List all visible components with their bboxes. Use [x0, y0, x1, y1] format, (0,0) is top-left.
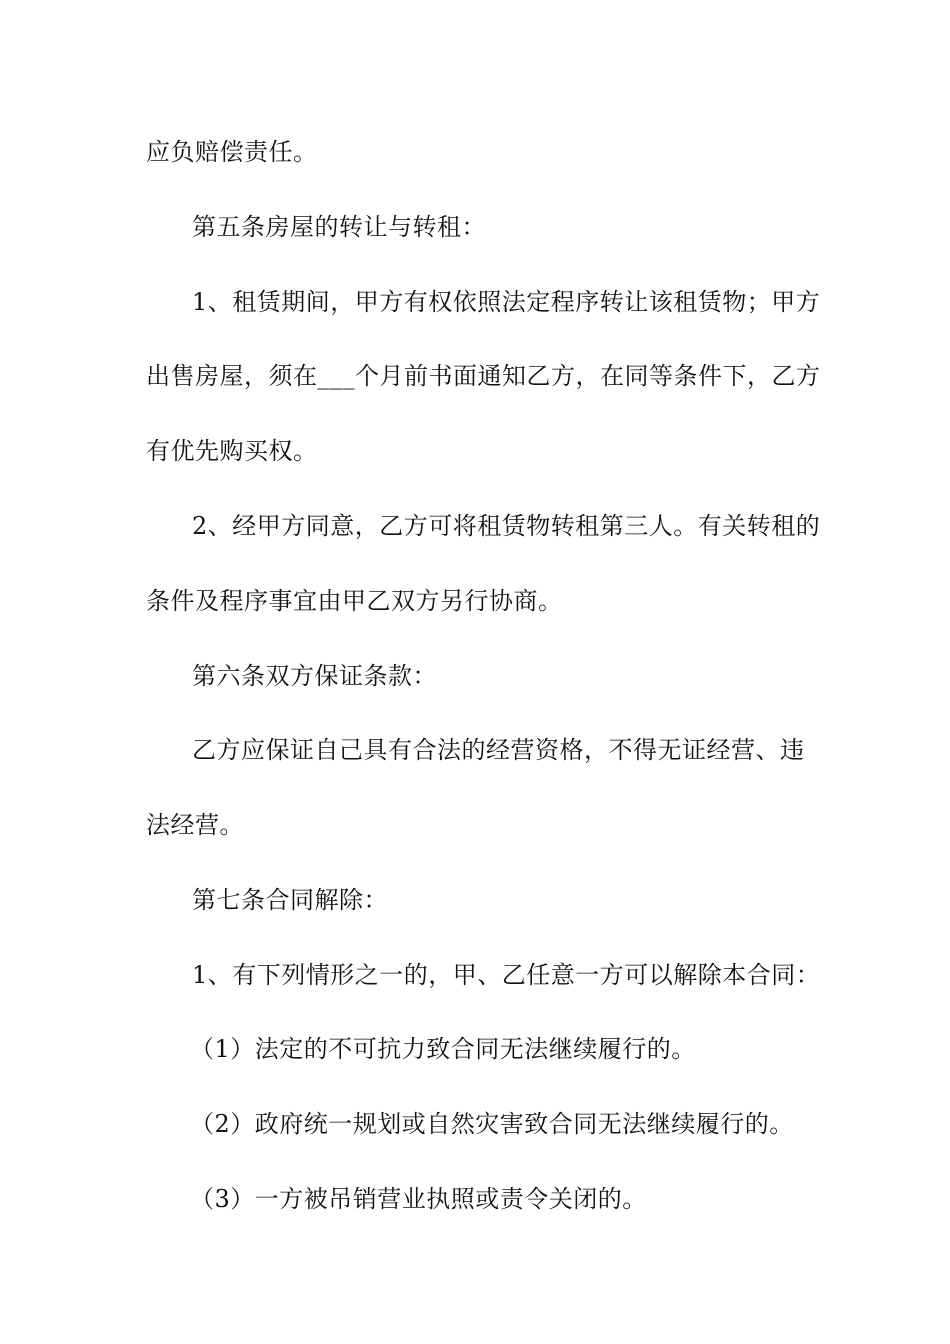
paragraph-line: 1、有下列情形之一的，甲、乙任意一方可以解除本合同： — [192, 961, 821, 989]
paragraph-line: 1、租赁期间，甲方有权依照法定程序转让该租赁物；甲方 — [192, 288, 821, 316]
paragraph-line: 法经营。 — [146, 811, 244, 839]
paragraph-line: 应负赔偿责任。 — [146, 138, 318, 166]
paragraph-line: 乙方应保证自己具有合法的经营资格，不得无证经营、违 — [192, 736, 805, 764]
paragraph-line: 2、经甲方同意，乙方可将租赁物转租第三人。有关转租的 — [192, 512, 821, 540]
paragraph-line: 有优先购买权。 — [146, 437, 318, 465]
article-heading: 第七条合同解除： — [192, 886, 388, 914]
list-item: （2）政府统一规划或自然灾害致合同无法继续履行的。 — [190, 1110, 794, 1138]
paragraph-line: 条件及程序事宜由甲乙双方另行协商。 — [146, 587, 563, 615]
paragraph-line: 出售房屋，须在___个月前书面通知乙方，在同等条件下，乙方 — [146, 362, 821, 390]
article-heading: 第五条房屋的转让与转租： — [192, 213, 486, 241]
article-heading: 第六条双方保证条款： — [192, 662, 437, 690]
list-item: （3）一方被吊销营业执照或责令关闭的。 — [190, 1185, 647, 1213]
list-item: （1）法定的不可抗力致合同无法继续履行的。 — [190, 1035, 696, 1063]
